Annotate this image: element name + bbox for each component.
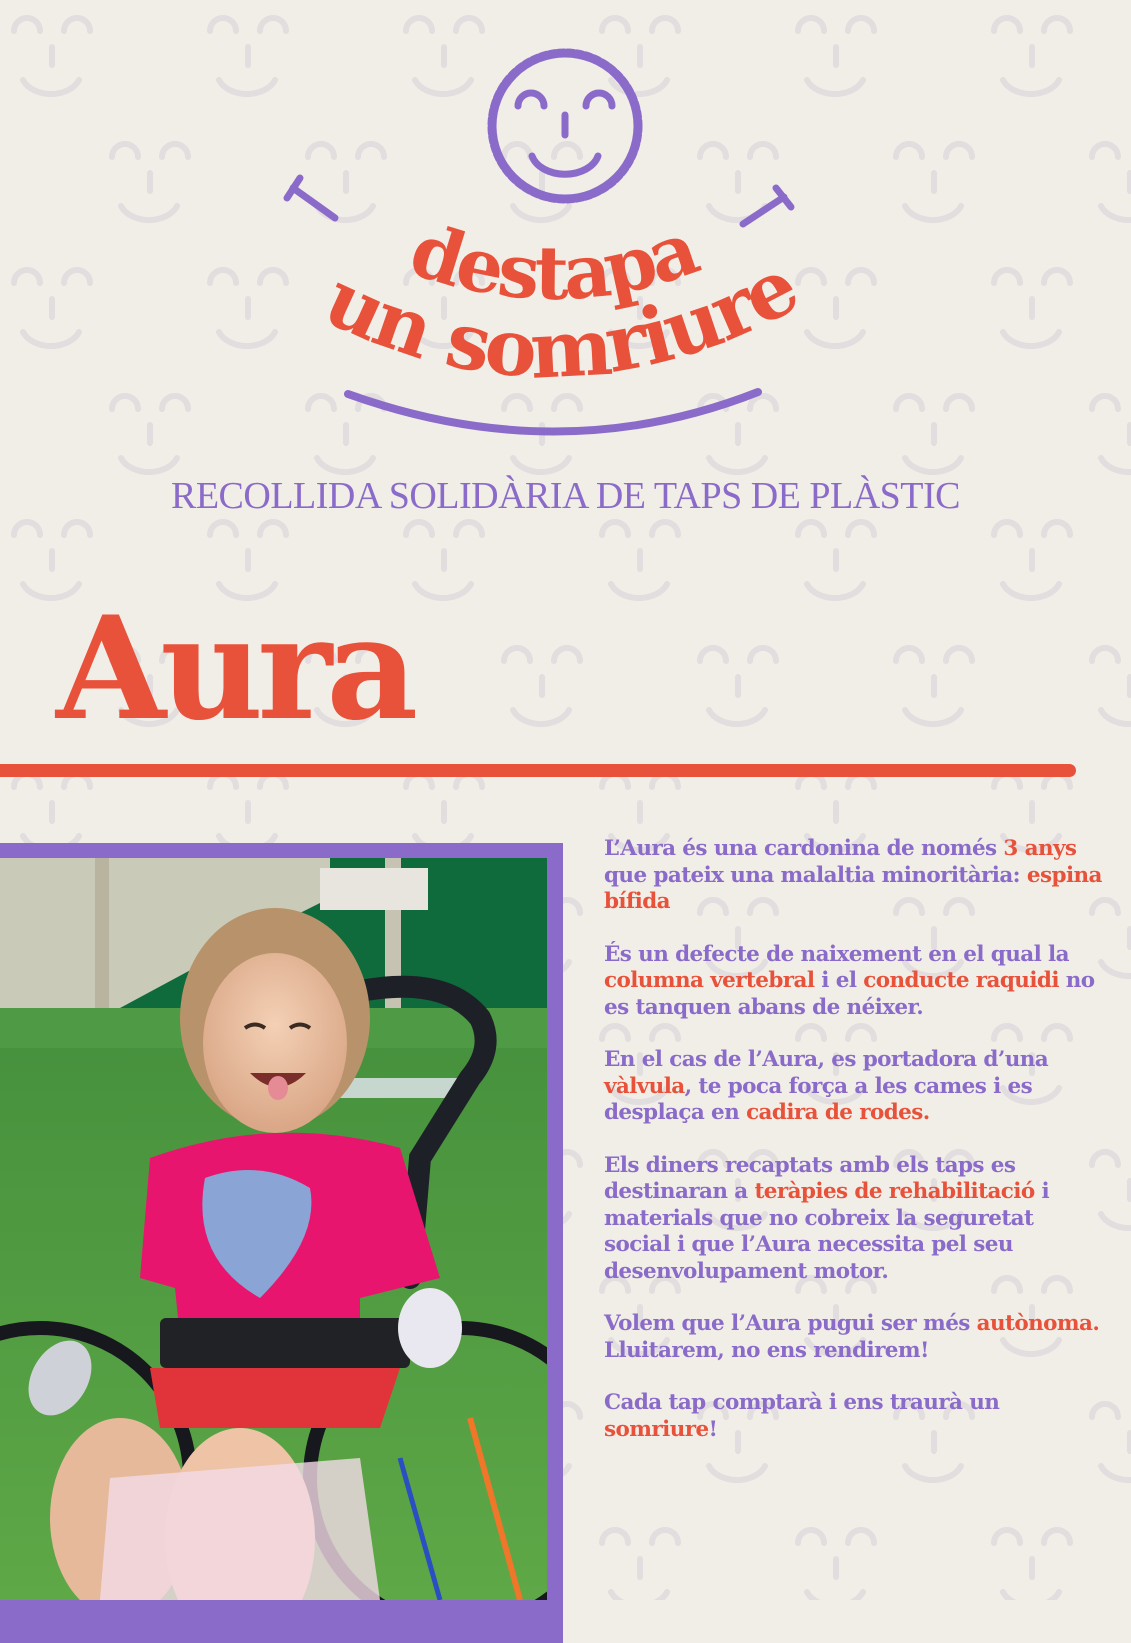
- story-paragraph-3: En el cas de l’Aura, es portadora d’una vàlvula, te poca força a les cames i es desplaça en cadira de rodes.: [604, 1047, 1049, 1125]
- divider-rule: [0, 764, 1076, 777]
- story-paragraph-4: Els diners recaptats amb els taps es destinaran a teràpies de rehabilitació i materials que no cobreix la seguretat social i que l’Aura necessita pel seu desenvolupament motor.: [604, 1152, 1050, 1284]
- story-paragraph-6: Cada tap comptarà i ens traurà un somriure!: [604, 1390, 1000, 1442]
- destapa-un-somriure-logo: [0, 0, 1131, 460]
- smiley-bottle-cap-icon: [491, 52, 639, 200]
- highlight-age: 3 anys: [1003, 836, 1077, 861]
- story-text: [604, 836, 1104, 1469]
- highlight-condition: espina bífida: [604, 862, 1102, 914]
- child-name-title: Aura: [56, 586, 413, 752]
- campaign-tagline: RECOLLIDA SOLIDÀRIA DE TAPS DE PLÀSTIC: [170, 475, 961, 517]
- child-photo: [0, 858, 547, 1600]
- story-paragraph-1: L’Aura és una cardonina de només 3 anys que pateix una malaltia minoritària: espina bífida: [604, 836, 1102, 914]
- logo-line-1: destapa: [400, 205, 707, 318]
- logo-line-2: un somriure: [311, 241, 811, 397]
- story-paragraph-5: Volem que l’Aura pugui ser més autònoma. Lluitarem, no ens rendirem!: [604, 1311, 1100, 1363]
- story-paragraph-2: És un defecte de naixement en el qual la columna vertebral i el conducte raquidi no es tanquen abans de néixer.: [604, 941, 1095, 1020]
